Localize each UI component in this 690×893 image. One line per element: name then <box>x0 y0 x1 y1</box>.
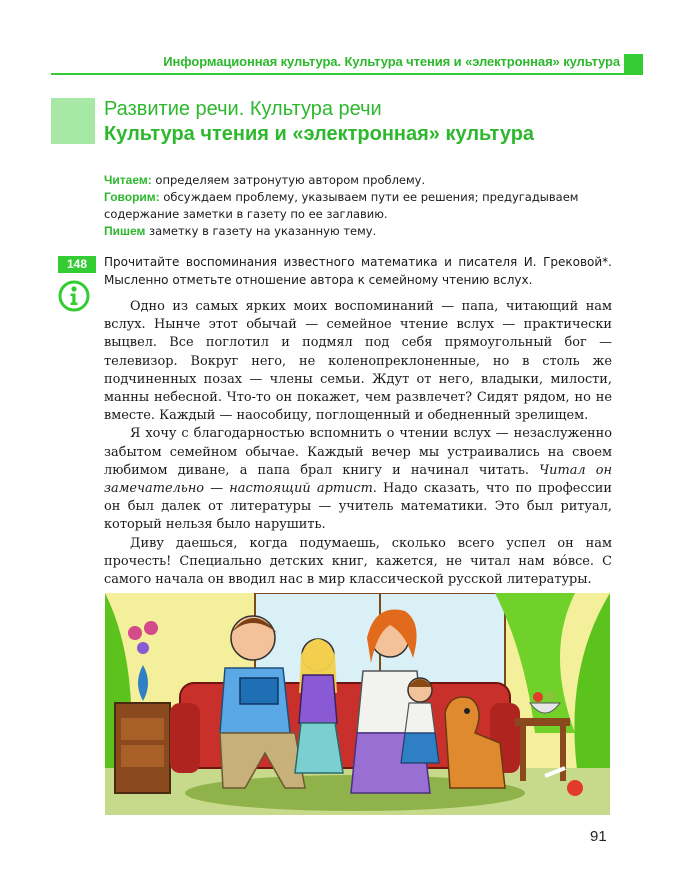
header-rule <box>51 73 643 75</box>
section-topic: Развитие речи. Культура речи <box>104 98 382 120</box>
story-paragraph-3: Диву даешься, когда подумаешь, сколько всего успел он нам прочесть! Специально детских книг, кажется, не читал нам вóвсе. С самого начала он вводил нас в мир классической русской литературы. <box>104 535 612 588</box>
lesson-tasks <box>104 172 604 240</box>
story-p2-end: Надо сказать, что по профессии он был далек от литературы — учитель математики. Это был ритуал, который нельзя было нарушить. <box>104 481 612 533</box>
task-read <box>104 172 604 189</box>
exercise-number: 148 <box>58 256 96 273</box>
task-write-label: Пишем <box>104 224 146 238</box>
task-speak-label: Говорим: <box>104 190 160 204</box>
section-title: Культура чтения и «электронная» культура <box>104 123 535 145</box>
story-text <box>104 298 612 589</box>
info-icon <box>58 280 90 312</box>
task-read-text: определяем затронутую автором проблему. <box>151 173 426 187</box>
exercise-instruction: Прочитайте воспоминания известного математика и писателя И. Грековой*. Мысленно отметьте отношение автора к семейному чтению вслух. <box>104 255 612 287</box>
running-header: Информационная культура. Культура чтения и «электронная» культура <box>163 54 620 69</box>
story-p2-start: Я хочу с благодарностью вспомнить о чтении вслух — незаслуженно забытом семейном обычае. Каждый вечер мы устраивались на своем любимом диване, а папа брал книгу и начинал читать. <box>104 426 612 478</box>
task-speak <box>104 189 604 223</box>
task-speak-text: обсуждаем проблему, указываем пути ее решения; предугадываем содержание заметки в газету по ее заглавию. <box>104 190 579 221</box>
page-number: 91 <box>590 828 607 845</box>
story-paragraph-2 <box>104 425 612 534</box>
task-write <box>104 223 604 240</box>
header-marker <box>624 54 643 74</box>
title-marker-block <box>51 98 95 144</box>
task-write-text: заметку в газету на указанную тему. <box>145 224 377 238</box>
story-paragraph-1: Одно из самых ярких моих воспоминаний — папа, читающий нам вслух. Нынче этот обычай — семейное чтение вслух — практически выцвел. Все поглотил и подмял под себя прямоугольный бог — телевизор. Вокруг него, не коленопреклоненные, но в столь же подчиненных позах — члены семьи. Ждут от него, владыки, милости, манны небесной. Что-то он покажет, чем развлечет? Сидят рядом, но не вместе. Каждый — наособицу, поглощенный и обедненный зрелищем. <box>104 299 612 424</box>
story-p2-italic: Читал он замечательно — настоящий артист. <box>104 462 613 497</box>
family-reading-illustration <box>105 593 610 815</box>
task-read-label: Читаем: <box>104 173 152 187</box>
